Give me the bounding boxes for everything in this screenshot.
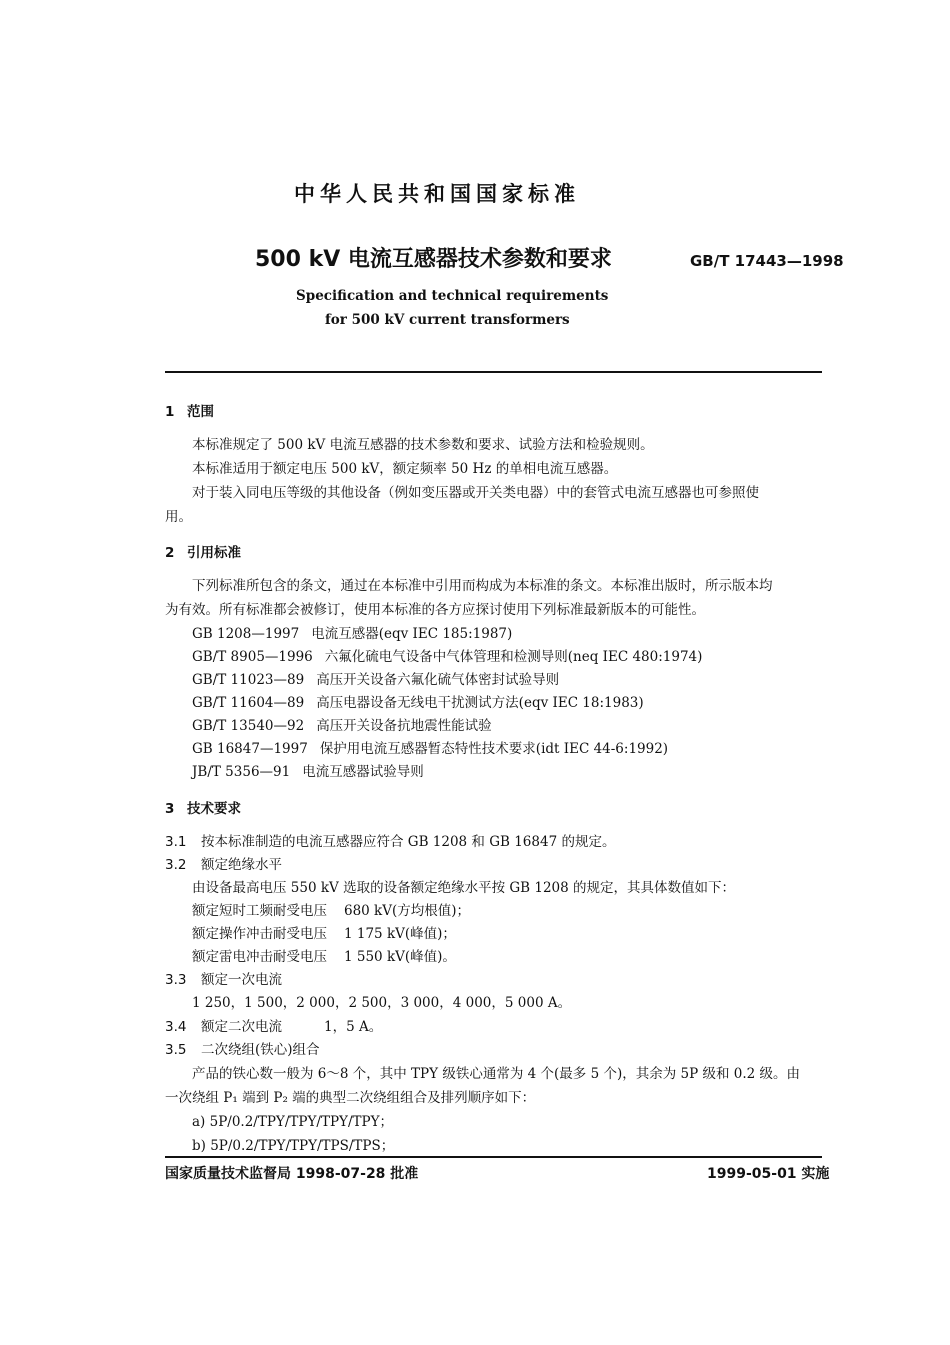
reference-title: 电流互感器(eqv IEC 185:1987) xyxy=(311,626,513,642)
reference-code: GB/T 11023—89 xyxy=(192,672,305,688)
primary-current-values: 1 250，1 500，2 000，2 500，3 000，4 000，5 000 A。 xyxy=(192,995,572,1011)
reference-title: 高压开关设备六氟化硫气体密封试验导则 xyxy=(316,672,560,688)
insulation-row xyxy=(192,922,456,942)
clause-3-5 xyxy=(165,1038,320,1058)
reference-title: 高压开关设备抗地震性能试验 xyxy=(316,718,492,734)
reference-title: 保护用电流互感器暂态特性技术要求(idt IEC 44-6:1992) xyxy=(319,741,669,757)
clause-title: 额定二次电流 xyxy=(201,1019,282,1035)
secondary-current-value: 1，5 A。 xyxy=(324,1019,383,1035)
paragraph: 本标准规定了 500 kV 电流互感器的技术参数和要求、试验方法和检验规则。 xyxy=(192,437,654,453)
paragraph: 由设备最高电压 550 kV 选取的设备额定绝缘水平按 GB 1208 的规定，其具体数值如下： xyxy=(192,880,736,896)
paragraph: 本标准适用于额定电压 500 kV，额定频率 50 Hz 的单相电流互感器。 xyxy=(192,461,618,477)
clause-title: 额定绝缘水平 xyxy=(201,857,282,873)
reference-item xyxy=(192,668,559,688)
insulation-row xyxy=(192,945,456,965)
insulation-value: 1 175 kV(峰值)； xyxy=(344,926,456,942)
reference-title: 六氟化硫电气设备中气体管理和检测导则(neq IEC 480:1974) xyxy=(324,649,703,665)
section-3-heading xyxy=(165,797,241,817)
reference-item xyxy=(192,645,702,665)
section-number: 3 xyxy=(165,801,175,817)
reference-title: 电流互感器试验导则 xyxy=(302,764,424,780)
english-title-line-1: Specification and technical requirements xyxy=(296,288,609,304)
reference-code: JB/T 5356—91 xyxy=(192,764,291,780)
reference-code: GB/T 11604—89 xyxy=(192,695,305,711)
reference-item xyxy=(192,760,424,780)
clause-3-2 xyxy=(165,853,282,873)
reference-code: GB/T 13540—92 xyxy=(192,718,305,734)
reference-item xyxy=(192,714,492,734)
reference-title: 高压电器设备无线电干扰测试方法(eqv IEC 18:1983) xyxy=(316,695,644,711)
section-2-heading xyxy=(165,541,241,561)
footer-divider xyxy=(165,1156,822,1158)
clause-number: 3.5 xyxy=(165,1042,187,1058)
section-title: 技术要求 xyxy=(187,801,241,817)
paragraph: 产品的铁心数一般为 6～8 个，其中 TPY 级铁心通常为 4 个(最多 5 个)，其余为 5P 级和 0.2 级。由 xyxy=(192,1066,801,1082)
reference-code: GB/T 8905—1996 xyxy=(192,649,313,665)
national-standard-heading: 中华人民共和国国家标准 xyxy=(294,182,580,206)
effective-date: 1999-05-01 实施 xyxy=(707,1166,830,1182)
section-1-heading xyxy=(165,400,214,420)
paragraph: 下列标准所包含的条文，通过在本标准中引用而构成为本标准的条文。本标准出版时，所示版本均 xyxy=(192,578,773,594)
standard-code: GB/T 17443—1998 xyxy=(690,252,844,270)
clause-title: 二次绕组(铁心)组合 xyxy=(201,1042,320,1058)
approval-note: 国家质量技术监督局 1998-07-28 批准 xyxy=(165,1166,419,1182)
paragraph: 为有效。所有标准都会被修订，使用本标准的各方应探讨使用下列标准最新版本的可能性。 xyxy=(165,602,705,618)
insulation-row xyxy=(192,899,470,919)
clause-number: 3.4 xyxy=(165,1019,187,1035)
list-item: b) 5P/0.2/TPY/TPY/TPS/TPS； xyxy=(192,1138,395,1154)
header-divider xyxy=(165,371,822,373)
clause-3-3 xyxy=(165,968,282,988)
clause-3-4 xyxy=(165,1015,382,1035)
reference-code: GB 1208—1997 xyxy=(192,626,300,642)
paragraph: 对于装入同电压等级的其他设备（例如变压器或开关类电器）中的套管式电流互感器也可参照使 xyxy=(192,485,759,501)
clause-number: 3.2 xyxy=(165,857,187,873)
insulation-value: 680 kV(方均根值)； xyxy=(344,903,471,919)
section-number: 1 xyxy=(165,404,175,420)
insulation-label: 额定雷电冲击耐受电压 xyxy=(192,949,327,965)
section-number: 2 xyxy=(165,545,175,561)
paragraph: 一次绕组 P₁ 端到 P₂ 端的典型二次绕组组合及排列顺序如下： xyxy=(165,1090,536,1106)
paragraph: 用。 xyxy=(165,509,192,525)
clause-text: 按本标准制造的电流互感器应符合 GB 1208 和 GB 16847 的规定。 xyxy=(201,834,616,850)
section-title: 范围 xyxy=(187,404,214,420)
clause-3-1 xyxy=(165,830,615,850)
clause-number: 3.3 xyxy=(165,972,187,988)
section-title: 引用标准 xyxy=(187,545,241,561)
reference-code: GB 16847—1997 xyxy=(192,741,308,757)
reference-item xyxy=(192,737,668,757)
english-title-line-2: for 500 kV current transformers xyxy=(325,312,570,328)
insulation-label: 额定短时工频耐受电压 xyxy=(192,903,327,919)
reference-item xyxy=(192,622,512,642)
clause-title: 额定一次电流 xyxy=(201,972,282,988)
clause-number: 3.1 xyxy=(165,834,187,850)
reference-item xyxy=(192,691,644,711)
insulation-value: 1 550 kV(峰值)。 xyxy=(344,949,456,965)
list-item: a) 5P/0.2/TPY/TPY/TPY/TPY； xyxy=(192,1114,393,1130)
insulation-label: 额定操作冲击耐受电压 xyxy=(192,926,327,942)
document-title: 500 kV 电流互感器技术参数和要求 xyxy=(255,247,612,272)
